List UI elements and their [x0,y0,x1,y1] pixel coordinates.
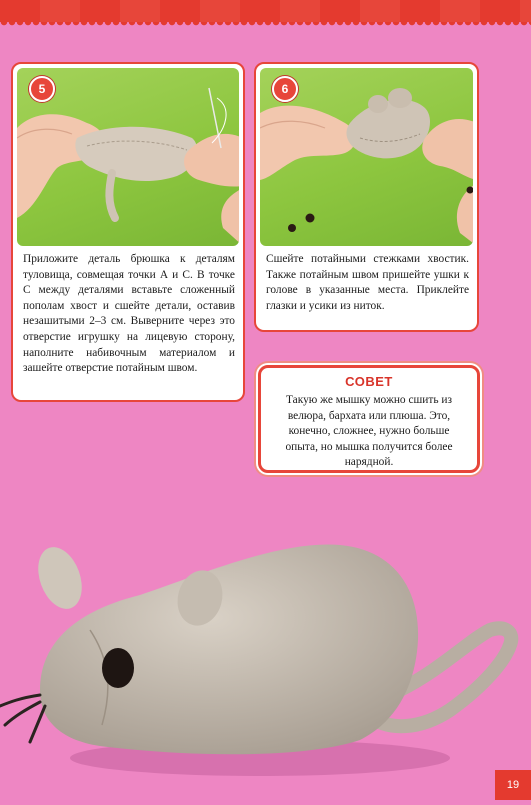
top-decorative-band [0,0,531,22]
finished-mouse-illustration [0,520,531,800]
top-band-scallop [0,22,531,28]
advice-title: СОВЕТ [345,374,393,389]
finished-mouse-photo [0,520,531,800]
step-5-photo [17,68,239,246]
step-5-instructions: Приложите деталь брюшка к деталям туловища, совмещая точки А и С. В точке С между деталями вставьте сложенный пополам хвост и сшейте детали, оставив незашитыми 2–3 см. Выверните через это отверстие игрушку на лицевую сторону, наполните набивочным материалом и зашейте отверстие потайным швом. [23,253,235,375]
step-5-card [11,62,245,402]
step-6-card [254,62,479,332]
advice-box [258,365,480,473]
step-5-badge: 5 [29,76,55,102]
step-6-photo [260,68,473,246]
page-number: 19 [495,770,531,800]
step-6-badge: 6 [272,76,298,102]
step-6-instructions: Сшейте потайными стежками хвостик. Также потайным швом пришейте ушки к голове в указанные места. Приклейте глазки и усики из ниток. [266,253,469,312]
advice-text: Такую же мышку можно сшить из велюра, бархата или плюша. Это, конечно, сложнее, нужно больше опыта, но мышка получится более нарядной. [285,394,453,469]
